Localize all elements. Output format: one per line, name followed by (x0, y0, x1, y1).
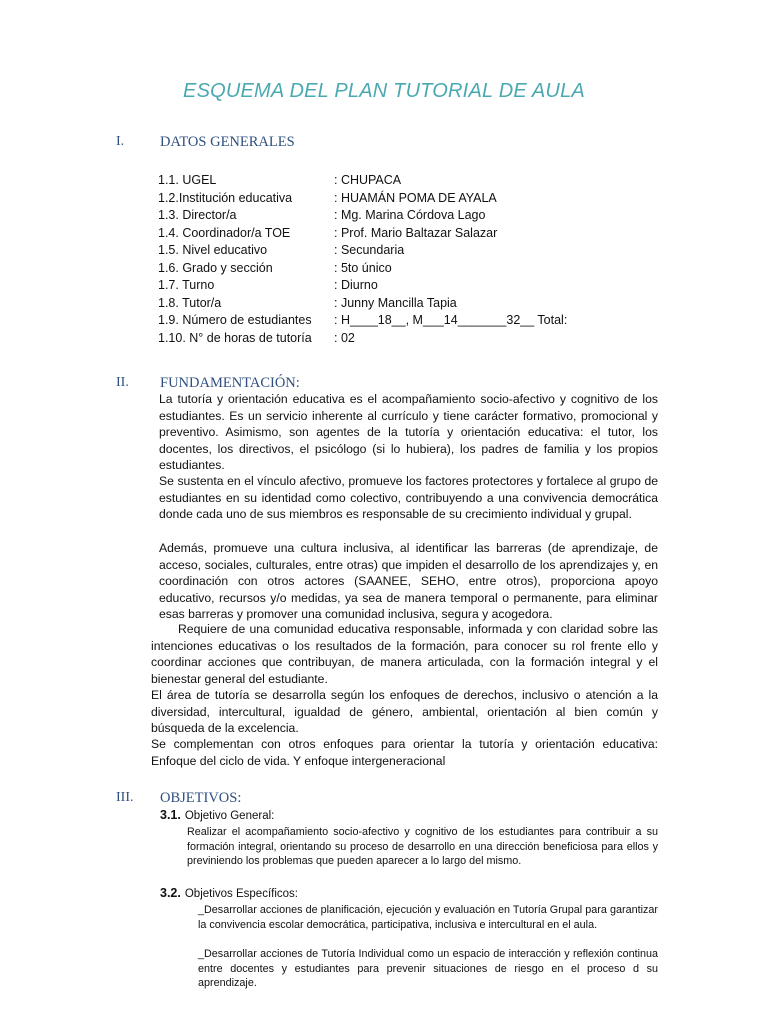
section-3-number: III. (116, 790, 134, 805)
subsection-title: Objetivo General: (184, 810, 275, 822)
data-value: : CHUPACA (334, 173, 402, 187)
data-label: 1.7. Turno (158, 278, 215, 292)
data-value: : Prof. Mario Baltazar Salazar (334, 225, 498, 240)
general-objective-text: Realizar el acompañamiento socio-afectivo y cognitivo de los estudiantes para contribuir a su formación integral, orientando su proceso de desarrollo en una dirección beneficiosa para ellos y previniendo los problemas que pueden aparecer a lo largo del mismo. (187, 826, 658, 868)
specific-objective-item: _Desarrollar acciones de Tutoría Individual como un espacio de interacción y reflexión continua entre docentes y estudiantes para prevenir situaciones de riesgo en el proceso d su aprendizaje. (198, 948, 658, 990)
paragraph: Se sustenta en el vínculo afectivo, promueve los factores protectores y fortalece al grupo de estudiantes en su identidad como colectivo, contribuyendo a una convivencia democrática donde cada uno de sus miembros es responsable de su crecimiento individual y grupal. (159, 474, 658, 522)
data-label: 1.5. Nivel educativo (158, 243, 268, 257)
page-title: ESQUEMA DEL PLAN TUTORIAL DE AULA (183, 80, 585, 102)
section-2-number: II. (116, 375, 129, 390)
paragraph: Se complementan con otros enfoques para orientar la tutoría y orientación educativa: Enfoque del ciclo de vida. Y enfoque intergeneracional (151, 737, 658, 768)
data-value: : 5to único (334, 260, 392, 275)
subsection-title: Objetivos Específicos: (184, 888, 298, 900)
paragraph: Requiere de una comunidad educativa responsable, informada y con claridad sobre las intenciones educativas o los resultados de la formación, para conocer su rol frente ello y coordinar acciones que contribuyan, de manera articulada, con la formación integral y el bienestar general del estudiante. (151, 622, 658, 686)
data-value: : Diurno (334, 278, 378, 292)
data-label: 1.3. Director/a (158, 208, 237, 222)
data-value: : Junny Mancilla Tapia (334, 295, 457, 310)
specific-objective-item: _Desarrollar acciones de planificación, ejecución y evaluación en Tutoría Grupal para garantizar la convivencia escolar democrática, participativa, inclusiva e intercultural en el aula. (198, 904, 658, 931)
data-label: 1.4. Coordinador/a TOE (158, 225, 291, 240)
section-1-number: I. (116, 134, 125, 149)
subsection-number: 3.2. (160, 886, 181, 900)
data-value: : HUAMÁN POMA DE AYALA (334, 190, 497, 205)
section-1-title: DATOS GENERALES (160, 134, 295, 150)
paragraph: La tutoría y orientación educativa es el acompañamiento socio-afectivo y cognitivo de los estudiantes. Es un servicio inherente al currículo y tiene carácter formativo, promocional y preventivo. Asimismo, son agentes de la tutoría y orientación educativa: el tutor, los docentes, los directivos, el psicólogo (si lo hubiera), los padres de familia y los propios estudiantes. (159, 392, 658, 473)
data-value: : H____18__, M___14_______32__ Total: (334, 313, 568, 327)
data-label: 1.6. Grado y sección (158, 260, 273, 275)
subsection-number: 3.1. (160, 808, 181, 822)
data-value: : 02 (334, 330, 355, 345)
section-2-title: FUNDAMENTACIÓN: (160, 375, 300, 391)
paragraph: Además, promueve una cultura inclusiva, al identificar las barreras (de aprendizaje, de acceso, sociales, culturales, entre otras) que impiden el desarrollo de los aprendizajes y, en coordinación con otros actores (SAANEE, SEHO, entre otros), proporciona apoyo educativo, recursos y/o medidas, ya sea de manera temporal o permanente, para eliminar esas barreras y promover una comunidad inclusiva, segura y acogedora. (159, 541, 658, 622)
data-label: 1.1. UGEL (158, 173, 217, 187)
general-objective-heading (160, 808, 274, 822)
data-label: 1.9. Número de estudiantes (158, 313, 312, 327)
data-value: : Secundaria (334, 243, 405, 257)
data-label: 1.8. Tutor/a (158, 295, 222, 310)
paragraph: El área de tutoría se desarrolla según los enfoques de derechos, inclusivo o atención a la diversidad, intercultural, igualdad de género, ambiental, orientación al bien común y búsqueda de la excelencia. (151, 688, 658, 736)
data-value: : Mg. Marina Córdova Lago (334, 208, 486, 222)
data-label: 1.10. N° de horas de tutoría (158, 330, 312, 345)
section-3-title: OBJETIVOS: (160, 790, 242, 806)
specific-objectives-heading (160, 886, 298, 900)
data-label: 1.2.Institución educativa (158, 190, 293, 205)
